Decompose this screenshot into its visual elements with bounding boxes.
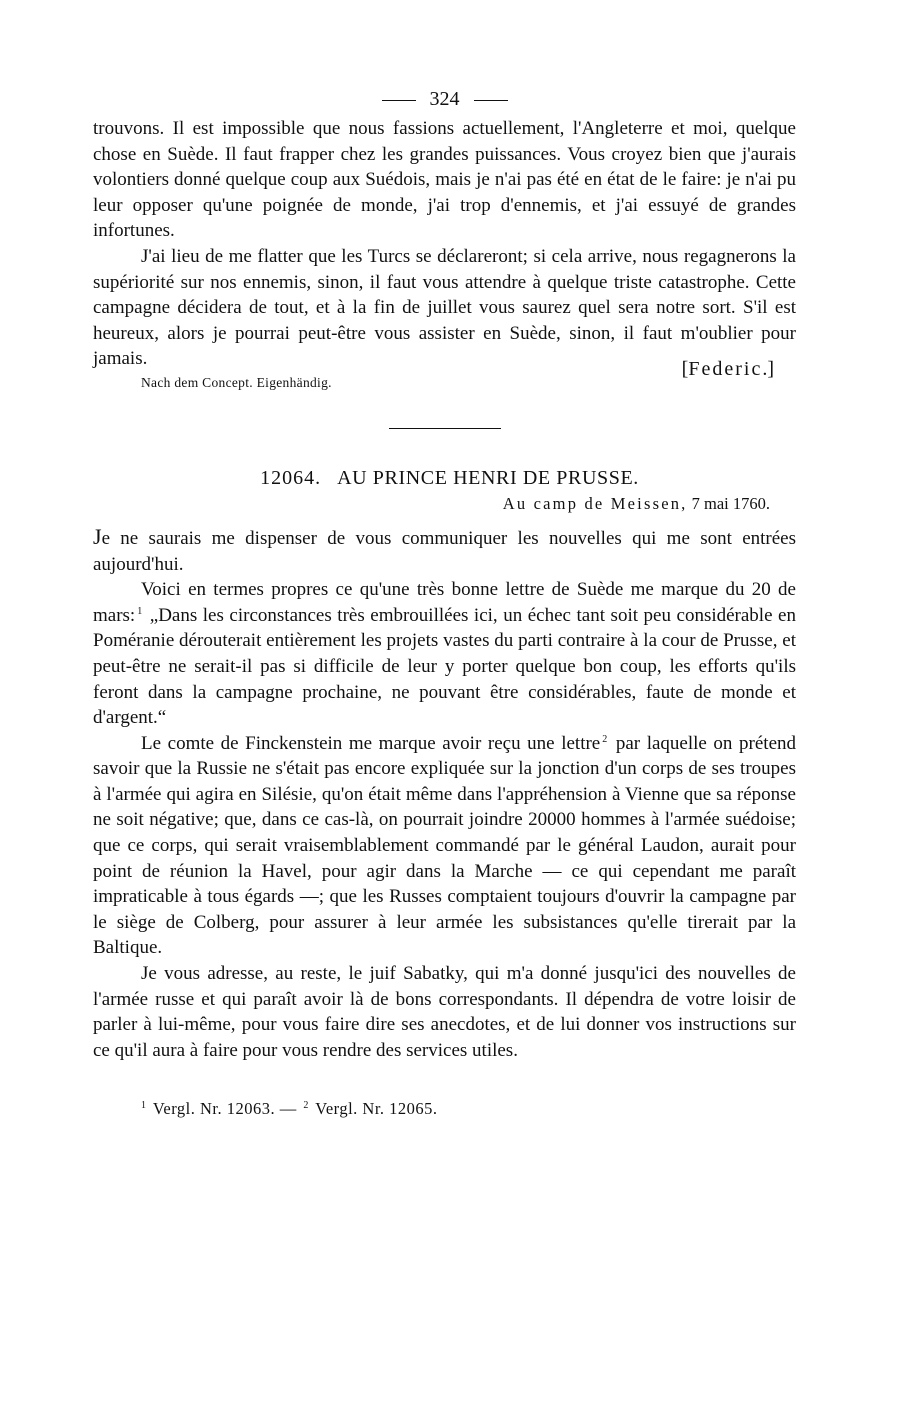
signature-name: Federic bbox=[688, 357, 763, 380]
prev-letter-paragraph-2: J'ai lieu de me flatter que les Turcs se déclareront; si cela arrive, nous regagnerons la supériorité sur nos ennemis, sinon, il faut vous attendre à quelque triste catastrophe. Cette campagne décidera de tout, et à la fin de juillet vous saurez quel sera notre sort. S'il est heureux, alors je pourrai peut-être vous assister en Suède, sinon, il faut m'oublier pour jamais. bbox=[93, 245, 796, 370]
date: 7 mai 1760. bbox=[687, 493, 770, 513]
header-rule-right bbox=[474, 100, 508, 101]
letter-paragraph-3: Le comte de Finckenstein me marque avoir reçu une lettre $^2$ par laquelle on prétend savoir que la Russie ne s'était pas encore expliquée sur la jonction d'un corps de ses troupes à l'armée qui agira en Silésie, qu'on était même dans l'appréhension à Vienne que sa réponse ne soit négative; que, dans ce cas-là, on pourrait joindre 20000 hommes à l'armée suédoise; que ce corps, qui serait vraisemblablement commandé par le général Laudon, aurait pour point de réunion la Havel, pour agir dans la Marche — ce qui cependant me paraît impraticable à tous égards —; que les Russes comptaient toujours d'ouvrir la campagne par le siège de Colberg, pour assurer à leur armée les subsistances qu'elle tirerait par la Baltique. bbox=[93, 732, 797, 959]
letter-paragraph-4: Je vous adresse, au reste, le juif Sabatky, qui m'a donné jusqu'ici des nouvelles de l'armée russe et qui paraît avoir là de bons correspondants. Il dépendra de votre loisir de parler à lui-même, pour vous faire dire ses anecdotes, et de lui donner vos instructions sur ce qu'il aura à faire pour vous rendre des services utiles. bbox=[93, 963, 796, 1061]
signature: [Federic.] bbox=[681, 357, 774, 380]
page-header bbox=[93, 82, 796, 116]
footnote-2: Vergl. Nr. 12065. bbox=[310, 1099, 438, 1119]
initial-letter: J bbox=[93, 523, 102, 549]
header-rule-left bbox=[382, 100, 416, 101]
footnote-ref-2: 2 bbox=[602, 733, 608, 745]
section-divider bbox=[389, 428, 501, 429]
closing-row bbox=[93, 357, 796, 398]
footnote-mark-2: 2 bbox=[303, 1100, 309, 1112]
page-number: 324 bbox=[429, 88, 460, 110]
source-note: Nach dem Concept. Eigenhändig. bbox=[141, 374, 332, 390]
book-page bbox=[93, 82, 796, 1119]
footnote-ref-1: 1 bbox=[137, 605, 143, 617]
dateline bbox=[93, 494, 770, 514]
letter-title: AU PRINCE HENRI DE PRUSSE. bbox=[337, 466, 639, 489]
letter-heading bbox=[93, 467, 796, 490]
footnote-1: Vergl. Nr. 12063. bbox=[148, 1099, 276, 1119]
prev-letter-paragraph-1: trouvons. Il est impossible que nous fassions actuellement, l'Angleterre et moi, quelque chose en Suède. Il faut frapper chez les grandes puissances. Vous croyez bien que j'aurais volontiers donné quelque coup aux Suédois, mais je n'ai pas été en état de le faire: je n'ai pu leur opposer qu'une poignée de monde, j'ai trop d'ennemis, et j'ai essuyé de grandes infortunes. bbox=[93, 118, 796, 242]
footnote-separator bbox=[289, 1083, 290, 1089]
footnote-mark-1: 1 bbox=[141, 1100, 147, 1112]
letter-paragraph-1: Je ne saurais me dispenser de vous communiquer les nouvelles qui me sont entrées aujourd'hui. bbox=[93, 523, 796, 575]
date-place: Au camp de Meissen, bbox=[502, 493, 688, 513]
letter-paragraph-2: Voici en termes propres ce qu'une très bonne lettre de Suède me marque du 20 de mars: $^1$ „Dans les circonstances très embrouillées ici, un échec tant soit peu considérable en Poméranie dérouterait entièrement les projets vastes du parti contraire à la cour de Prusse, et peut-être ne serait-il pas si difficile de leur y porter quelque bon coup, les efforts qu'ils feront dans la campagne prochaine, ne pouvant être considérables, faute de monde et d'argent.“ bbox=[93, 579, 796, 729]
footnote-separator-dash: — bbox=[275, 1099, 302, 1119]
letter-number: 12064. bbox=[260, 466, 322, 489]
footnotes bbox=[93, 1099, 796, 1119]
